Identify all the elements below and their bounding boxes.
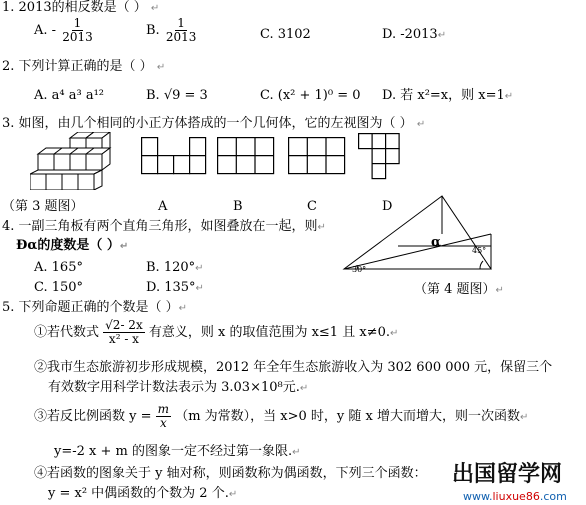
q4-stem: 4. 一副三角板有两个直角三角形，如图叠放在一起，则↵ xyxy=(2,219,326,234)
q5-statement-4-line2: y = x² 中偶函数的个数为 2 个.↵ xyxy=(48,486,238,501)
q3-label-a: A xyxy=(158,199,168,214)
q5-statement-2: ②我市生态旅游初步形成规模，2012 年全年生态旅游收入为 302 600 000 元，保留三个 xyxy=(34,360,553,375)
q2-stem: 2. 下列计算正确的是（ ） ↵ xyxy=(2,59,166,74)
cube-stack-figure xyxy=(30,132,128,190)
q1-option-d: D. -2013↵ xyxy=(382,27,447,42)
q3-label-d: D xyxy=(382,199,393,214)
q5-stem: 5. 下列命题正确的个数是（ ）↵ xyxy=(2,300,188,315)
q4-option-b: B. 120°↵ xyxy=(146,260,204,275)
q3-view-c xyxy=(288,137,346,175)
q4-option-c: C. 150° xyxy=(34,280,84,295)
q4-option-a: A. 165° xyxy=(34,260,83,275)
q5-statement-4: ④若函数的图象关于 y 轴对称，则函数称为偶函数，下列三个函数： xyxy=(34,466,427,481)
q1-option-a: A. - $\frac{1}{2013}$ xyxy=(34,16,93,44)
q5-statement-3: ③若反比例函数 y = $\frac{m}{x}$ （m 为常数），当 x>0 时，y 随 x 增大而增大，则一次函数↵ xyxy=(34,402,529,430)
q5-statement-2-line2: 有效数字用科学计数法表示为 3.03×10⁸元.↵ xyxy=(48,380,309,395)
q2-option-a: A. a⁴ a³ a¹² xyxy=(34,88,105,103)
q4-option-d: D. 135°↵ xyxy=(146,280,204,295)
q3-view-b xyxy=(217,137,275,175)
angle-30-label: 30° xyxy=(352,265,367,274)
angle-45-label: 45° xyxy=(472,246,487,255)
q3-label-b: B xyxy=(233,199,243,214)
watermark-url[interactable]: www.liuxue86.com xyxy=(463,490,567,503)
q5-statement-3-line2: y=-2 x + m 的图象一定不经过第一象限.↵ xyxy=(54,444,301,459)
q1-option-c: C. 3102 xyxy=(260,27,311,42)
q2-option-c: C. (x² + 1)⁰ = 0 xyxy=(260,88,361,103)
q3-view-d xyxy=(358,133,400,181)
watermark-logo-text: 出国留学网 xyxy=(452,462,563,487)
q4-caption: （第 4 题图）↵ xyxy=(414,282,504,297)
q2-option-b: B. √9 = 3 xyxy=(146,88,208,103)
q3-caption: （第 3 题图） xyxy=(2,199,84,214)
q2-option-d: D. 若 x²=x，则 x=1↵ xyxy=(382,88,514,103)
q5-statement-1: ①若代数式 $\frac{√2- 2x}{\text{x² - x}}$ 有意义，则 x 的取值范围为 x≤1 且 x≠0.↵ xyxy=(34,318,399,346)
q1-stem: 1. 2013的相反数是（ ） ↵ xyxy=(2,0,160,15)
q3-view-a xyxy=(141,137,207,175)
q3-label-c: C xyxy=(307,199,317,214)
q3-stem: 3. 如图，由几个相同的小正方体搭成的一个几何体，它的左视图为（ ） ↵ xyxy=(2,116,426,131)
q4-stem-2: Đα的度数是（ ）↵ xyxy=(16,238,129,253)
q1-option-b: B. $\frac{1}{2013}$ xyxy=(146,16,197,44)
alpha-label: α xyxy=(431,235,442,250)
